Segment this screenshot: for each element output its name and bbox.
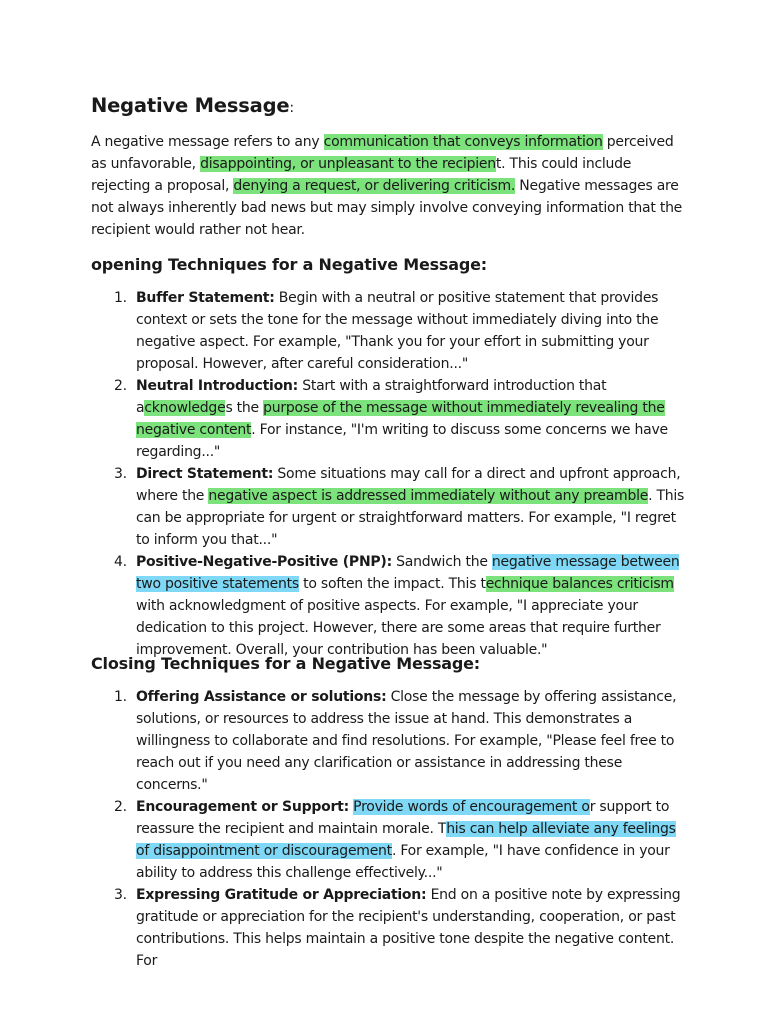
text-run: . For instance, "I'm writing to discuss some concerns we have regarding..." [136, 422, 668, 460]
list-item-number: 3. [114, 887, 127, 903]
list-item [91, 287, 691, 375]
highlighted-text: negative aspect is addressed immediately without any preamble [208, 488, 649, 504]
text-run: End on a positive note by expressing gratitude or appreciation for the recipient's understanding, cooperation, or past contributions. This helps maintain a positive tone despite the negative content. For [136, 887, 681, 969]
text-run: to soften the impact. This t [298, 576, 486, 592]
document-title-text: Negative Message [91, 94, 290, 117]
list-item-number: 2. [114, 378, 127, 394]
list-item-term: Neutral Introduction: [136, 378, 298, 394]
list-item [91, 686, 691, 796]
list-item-term: Buffer Statement: [136, 290, 275, 306]
highlighted-text: communication that conveys information [323, 134, 603, 150]
list-item [91, 463, 691, 551]
text-run: with acknowledgment of positive aspects. For example, "I appreciate your dedication to this project. However, there are some areas that require further improvement. Overall, your contribution has been valuable." [136, 598, 661, 658]
highlighted-text: disappointing, or unpleasant to the recipien [200, 156, 496, 172]
text-run: Close the message by offering assistance, solutions, or resources to address the issue at hand. This demonstrates a willingness to collaborate and find resolutions. For example, "Please feel free to reach out if you need any clarification or assistance in addressing these concerns." [136, 689, 677, 793]
closing-techniques-heading: Closing Techniques for a Negative Message: [91, 654, 480, 673]
highlighted-text: Provide words of encouragement o [353, 799, 590, 815]
text-run: Start with a straightforward introduction that a [136, 378, 607, 416]
text-run: Some situations may call for a direct and upfront approach, where the [136, 466, 681, 504]
list-item-number: 3. [114, 466, 127, 482]
text-run: t. This could include rejecting a proposal, [91, 156, 632, 194]
text-run: Sandwich the [391, 554, 492, 570]
list-item-number: 1. [114, 290, 127, 306]
highlighted-text: his can help alleviate any feelings of disappointment or discouragement [136, 821, 676, 859]
text-run: . This can be appropriate for urgent or straightforward matters. For example, "I regret to inform you that..." [136, 488, 685, 548]
text-run: r support to reassure the recipient and maintain morale. T [136, 799, 670, 837]
highlighted-text: negative message between two positive statements [136, 554, 680, 592]
highlighted-text: denying a request, or delivering criticism. [233, 178, 516, 194]
list-item-number: 4. [114, 554, 127, 570]
highlighted-text: echnique balances criticism [485, 576, 674, 592]
list-item [91, 796, 691, 884]
document-title [91, 94, 294, 117]
list-item [91, 375, 691, 463]
highlighted-text: cknowledge [144, 400, 226, 416]
list-item [91, 551, 691, 661]
list-item [91, 884, 691, 972]
list-item-term: Expressing Gratitude or Appreciation: [136, 887, 427, 903]
opening-techniques-heading: opening Techniques for a Negative Message: [91, 255, 487, 274]
text-run: Begin with a neutral or positive statement that provides context or sets the tone for the message without immediately diving into the negative aspect. For example, "Thank you for your effort in submitting your proposal. However, after careful consideration..." [136, 290, 659, 372]
text-run: perceived as unfavorable, [91, 134, 674, 172]
list-item-term: Positive-Negative-Positive (PNP): [136, 554, 392, 570]
list-item-number: 2. [114, 799, 127, 815]
intro-paragraph [91, 131, 691, 241]
text-run: A negative message refers to any [91, 134, 324, 150]
closing-techniques-list [91, 686, 691, 972]
text-run: Negative messages are not always inherently bad news but may simply involve conveying information that the recipient would rather not hear. [91, 178, 683, 238]
document-title-suffix: : [289, 100, 294, 116]
text-run: . For example, "I have confidence in your ability to address this challenge effectively..." [136, 843, 670, 881]
highlighted-text: purpose of the message without immediately revealing the negative content [136, 400, 665, 438]
opening-techniques-list [91, 287, 691, 661]
list-item-number: 1. [114, 689, 127, 705]
list-item-term: Direct Statement: [136, 466, 274, 482]
list-item-term: Encouragement or Support: [136, 799, 349, 815]
list-item-term: Offering Assistance or solutions: [136, 689, 387, 705]
text-run: s the [225, 400, 264, 416]
